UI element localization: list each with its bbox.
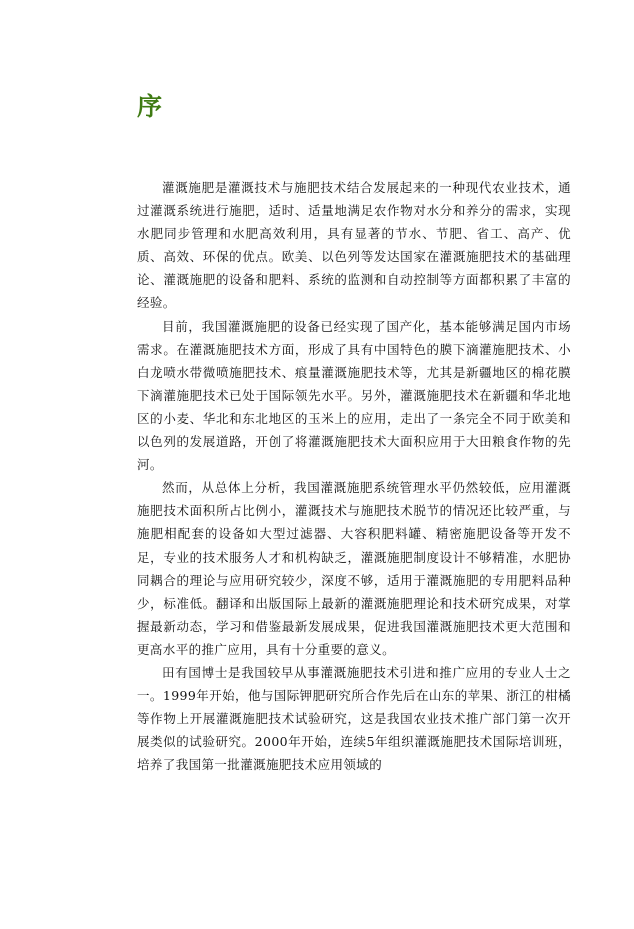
paragraph-2: 目前，我国灌溉施肥的设备已经实现了国产化，基本能够满足国内市场需求。在灌溉施肥技术方面，形成了具有中国特色的膜下滴灌施肥技术、小白龙喷水带微喷施肥技术、痕量灌溉施肥技术等，尤其是新疆地区的棉花膜下滴灌施肥技术已处于国际领先水平。另外，灌溉施肥技术在新疆和华北地区的小麦、华北和东北地区的玉米上的应用，走出了一条完全不同于欧美和以色列的发展道路，开创了将灌溉施肥技术大面积应用于大田粮食作物的先河。 (137, 318, 571, 473)
paragraph-3: 然而，从总体上分析，我国灌溉施肥系统管理水平仍然较低，应用灌溉施肥技术面积所占比例小，灌溉技术与施肥技术脱节的情况还比较严重，与施肥相配套的设备如大型过滤器、大容积肥料罐、精密施肥设备等开发不足，专业的技术服务人才和机构缺乏，灌溉施肥制度设计不够精准，水肥协同耦合的理论与应用研究较少，深度不够，适用于灌溉施肥的专用肥料品种少，标准低。翻译和出版国际上最新的灌溉施肥理论和技术研究成果，对掌握最新动态，学习和借鉴最新发展成果，促进我国灌溉施肥技术更大范围和更高水平的推广应用，具有十分重要的意义。 (137, 480, 571, 657)
preface-body (137, 176, 571, 776)
paragraph-1: 灌溉施肥是灌溉技术与施肥技术结合发展起来的一种现代农业技术，通过灌溉系统进行施肥，适时、适量地满足农作物对水分和养分的需求，实现水肥同步管理和水肥高效利用，具有显著的节水、节肥、省工、高产、优质、高效、环保的优点。欧美、以色列等发达国家在灌溉施肥技术的基础理论、灌溉施肥的设备和肥料、系统的监测和自动控制等方面都积累了丰富的经验。 (137, 180, 571, 311)
page-title: 序 (137, 92, 163, 121)
paragraph-4: 田有国博士是我国较早从事灌溉施肥技术引进和推广应用的专业人士之一。1999年开始，他与国际钾肥研究所合作先后在山东的苹果、浙江的柑橘等作物上开展灌溉施肥技术试验研究，这是我国农业技术推广部门第一次开展类似的试验研究。2000年开始，连续5年组织灌溉施肥技术国际培训班，培养了我国第一批灌溉施肥技术应用领域的 (137, 664, 571, 773)
